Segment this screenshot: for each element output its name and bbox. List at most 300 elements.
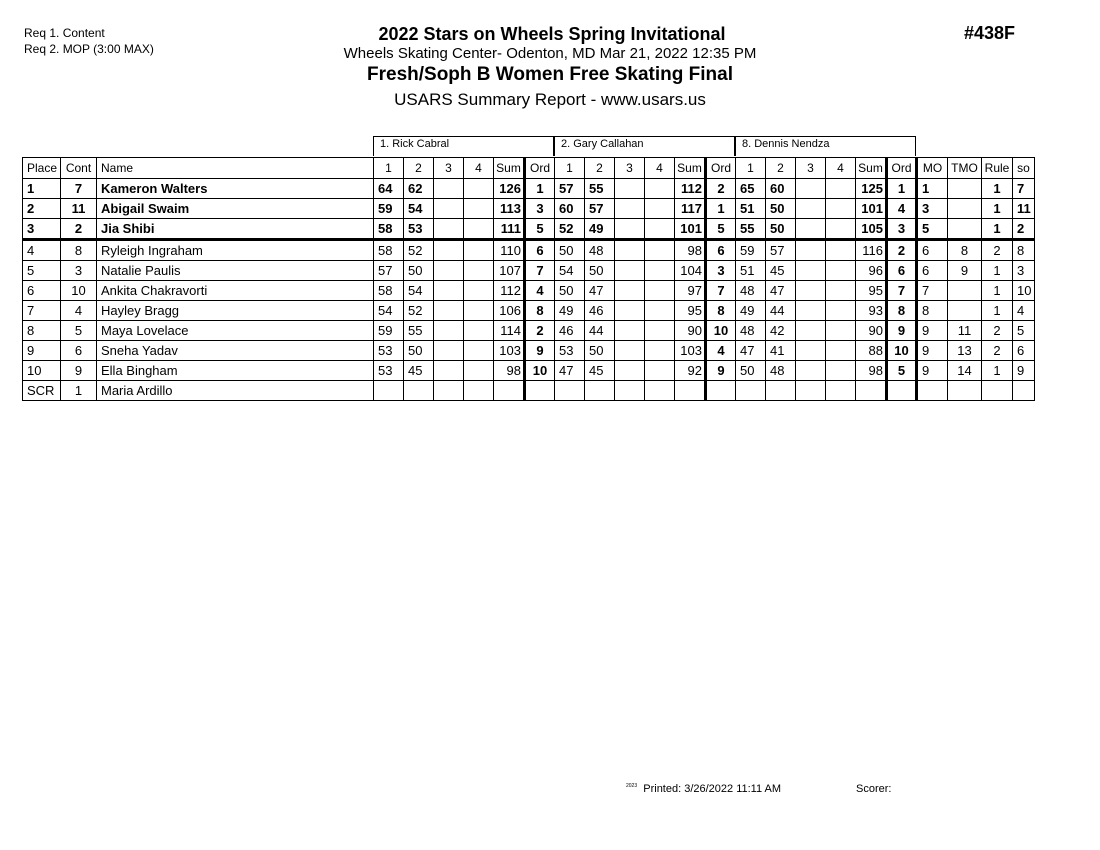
ordinal-cell: 8 xyxy=(525,301,555,321)
mo-cell: 7 xyxy=(917,281,948,301)
table-row xyxy=(23,281,1035,301)
ordinal-cell: 4 xyxy=(525,281,555,301)
score-cell xyxy=(615,301,645,321)
score-cell xyxy=(826,240,856,261)
header-sum: Sum xyxy=(675,158,706,179)
score-cell xyxy=(826,261,856,281)
print-info xyxy=(626,783,781,795)
score-cell xyxy=(826,219,856,240)
score-cell: 57 xyxy=(555,179,585,199)
skater-name-cell: Ella Bingham xyxy=(97,361,374,381)
score-cell xyxy=(826,321,856,341)
score-cell: 45 xyxy=(404,361,434,381)
skater-name-cell: Natalie Paulis xyxy=(97,261,374,281)
score-cell xyxy=(434,281,464,301)
score-cell xyxy=(796,219,826,240)
header-ord: Ord xyxy=(887,158,917,179)
score-cell: 45 xyxy=(766,261,796,281)
cont-cell: 4 xyxy=(61,301,97,321)
so-cell: 3 xyxy=(1013,261,1035,281)
ordinal-cell xyxy=(525,381,555,401)
skater-name-cell: Jia Shibi xyxy=(97,219,374,240)
cont-cell: 7 xyxy=(61,179,97,199)
sum-cell: 111 xyxy=(494,219,525,240)
sum-cell: 126 xyxy=(494,179,525,199)
score-cell: 47 xyxy=(585,281,615,301)
score-cell xyxy=(796,240,826,261)
score-cell: 46 xyxy=(555,321,585,341)
score-cell xyxy=(645,361,675,381)
so-cell: 5 xyxy=(1013,321,1035,341)
score-cell: 46 xyxy=(585,301,615,321)
sum-cell: 90 xyxy=(856,321,887,341)
skater-name-cell: Maria Ardillo xyxy=(97,381,374,401)
tmo-cell: 9 xyxy=(948,261,982,281)
sum-cell: 110 xyxy=(494,240,525,261)
ordinal-cell: 6 xyxy=(525,240,555,261)
score-cell xyxy=(434,219,464,240)
score-cell: 42 xyxy=(766,321,796,341)
cont-cell: 3 xyxy=(61,261,97,281)
venue-date: Wheels Skating Center- Odenton, MD Mar 21, 2022 12:35 PM xyxy=(343,45,757,62)
ordinal-cell: 4 xyxy=(706,341,736,361)
score-cell xyxy=(826,381,856,401)
score-cell: 58 xyxy=(374,281,404,301)
score-cell xyxy=(615,341,645,361)
skater-name-cell: Maya Lovelace xyxy=(97,321,374,341)
score-cell xyxy=(434,381,464,401)
score-cell xyxy=(464,341,494,361)
header-ord: Ord xyxy=(525,158,555,179)
header-score-3: 3 xyxy=(434,158,464,179)
judge-header-3: 8. Dennis Nendza xyxy=(735,136,916,156)
score-cell xyxy=(464,281,494,301)
score-cell: 53 xyxy=(404,219,434,240)
ordinal-cell: 5 xyxy=(525,219,555,240)
ordinal-cell: 6 xyxy=(706,240,736,261)
score-cell xyxy=(796,381,826,401)
score-cell: 60 xyxy=(766,179,796,199)
ordinal-cell: 8 xyxy=(887,301,917,321)
score-cell xyxy=(645,381,675,401)
score-cell xyxy=(796,321,826,341)
score-cell xyxy=(826,179,856,199)
score-cell xyxy=(796,261,826,281)
score-cell: 48 xyxy=(736,321,766,341)
printed-date: Printed: 3/26/2022 11:11 AM xyxy=(643,783,782,795)
header-rule: Rule xyxy=(982,158,1013,179)
place-cell: 4 xyxy=(23,240,61,261)
score-cell: 54 xyxy=(374,301,404,321)
score-cell: 50 xyxy=(555,240,585,261)
header-score-2: 2 xyxy=(766,158,796,179)
score-cell xyxy=(555,381,585,401)
cont-cell: 1 xyxy=(61,381,97,401)
ordinal-cell: 9 xyxy=(706,361,736,381)
score-cell: 55 xyxy=(585,179,615,199)
mo-cell: 9 xyxy=(917,341,948,361)
score-cell xyxy=(434,341,464,361)
score-cell xyxy=(464,261,494,281)
score-cell: 55 xyxy=(404,321,434,341)
tmo-cell xyxy=(948,381,982,401)
place-cell: 7 xyxy=(23,301,61,321)
rule-cell: 1 xyxy=(982,219,1013,240)
header-score-4: 4 xyxy=(826,158,856,179)
place-cell: 10 xyxy=(23,361,61,381)
results-table xyxy=(22,157,1035,401)
header-score-1: 1 xyxy=(736,158,766,179)
score-cell xyxy=(736,381,766,401)
score-cell xyxy=(645,179,675,199)
sum-cell: 104 xyxy=(675,261,706,281)
header-score-4: 4 xyxy=(645,158,675,179)
sum-cell: 125 xyxy=(856,179,887,199)
score-cell xyxy=(796,361,826,381)
score-cell: 64 xyxy=(374,179,404,199)
mo-cell: 8 xyxy=(917,301,948,321)
score-cell xyxy=(464,199,494,219)
sum-cell xyxy=(675,381,706,401)
score-cell: 59 xyxy=(736,240,766,261)
ordinal-cell: 4 xyxy=(887,199,917,219)
so-cell: 2 xyxy=(1013,219,1035,240)
score-cell xyxy=(645,199,675,219)
cont-cell: 8 xyxy=(61,240,97,261)
ordinal-cell: 10 xyxy=(525,361,555,381)
score-cell xyxy=(434,361,464,381)
score-cell xyxy=(615,261,645,281)
place-cell: 3 xyxy=(23,219,61,240)
sum-cell: 98 xyxy=(494,361,525,381)
sum-cell xyxy=(856,381,887,401)
score-cell xyxy=(585,381,615,401)
rule-cell: 2 xyxy=(982,240,1013,261)
table-row xyxy=(23,199,1035,219)
rule-cell: 1 xyxy=(982,281,1013,301)
table-row xyxy=(23,361,1035,381)
score-cell xyxy=(615,219,645,240)
score-cell xyxy=(826,199,856,219)
place-cell: 1 xyxy=(23,179,61,199)
score-cell xyxy=(826,341,856,361)
header-score-1: 1 xyxy=(374,158,404,179)
score-cell xyxy=(464,301,494,321)
score-cell xyxy=(615,321,645,341)
table-row xyxy=(23,219,1035,240)
ordinal-cell: 6 xyxy=(887,261,917,281)
skater-name-cell: Abigail Swaim xyxy=(97,199,374,219)
ordinal-cell: 10 xyxy=(706,321,736,341)
score-cell xyxy=(404,381,434,401)
judge-header-1: 1. Rick Cabral xyxy=(373,136,554,156)
score-cell: 48 xyxy=(585,240,615,261)
tmo-cell xyxy=(948,219,982,240)
score-cell: 50 xyxy=(585,341,615,361)
tmo-cell xyxy=(948,179,982,199)
sum-cell: 116 xyxy=(856,240,887,261)
mo-cell: 6 xyxy=(917,240,948,261)
score-cell: 52 xyxy=(555,219,585,240)
score-cell xyxy=(826,301,856,321)
score-cell: 50 xyxy=(766,219,796,240)
score-cell: 50 xyxy=(585,261,615,281)
score-cell: 54 xyxy=(555,261,585,281)
header-sum: Sum xyxy=(494,158,525,179)
sum-cell: 95 xyxy=(675,301,706,321)
score-cell xyxy=(434,240,464,261)
mo-cell: 5 xyxy=(917,219,948,240)
score-cell xyxy=(645,281,675,301)
sum-cell: 90 xyxy=(675,321,706,341)
sum-cell: 112 xyxy=(675,179,706,199)
sum-cell: 98 xyxy=(856,361,887,381)
sum-cell: 92 xyxy=(675,361,706,381)
sum-cell: 114 xyxy=(494,321,525,341)
score-cell xyxy=(645,240,675,261)
score-cell: 50 xyxy=(555,281,585,301)
score-cell: 41 xyxy=(766,341,796,361)
header-mo: MO xyxy=(917,158,948,179)
ordinal-cell: 1 xyxy=(706,199,736,219)
header-score-2: 2 xyxy=(585,158,615,179)
table-row xyxy=(23,321,1035,341)
mo-cell: 9 xyxy=(917,321,948,341)
header-so: so xyxy=(1013,158,1035,179)
rule-cell xyxy=(982,381,1013,401)
mo-cell: 9 xyxy=(917,361,948,381)
place-cell: 5 xyxy=(23,261,61,281)
score-cell: 49 xyxy=(555,301,585,321)
so-cell xyxy=(1013,381,1035,401)
ordinal-cell: 10 xyxy=(887,341,917,361)
score-cell xyxy=(766,381,796,401)
sum-cell: 107 xyxy=(494,261,525,281)
report-title: USARS Summary Report - www.usars.us xyxy=(394,90,706,109)
tmo-cell xyxy=(948,281,982,301)
score-cell xyxy=(645,219,675,240)
mo-cell: 3 xyxy=(917,199,948,219)
score-cell: 58 xyxy=(374,240,404,261)
place-cell: 2 xyxy=(23,199,61,219)
score-cell: 59 xyxy=(374,199,404,219)
table-row xyxy=(23,341,1035,361)
score-cell: 49 xyxy=(736,301,766,321)
score-cell: 59 xyxy=(374,321,404,341)
score-cell xyxy=(645,261,675,281)
rule-cell: 1 xyxy=(982,301,1013,321)
score-cell xyxy=(615,240,645,261)
cont-cell: 6 xyxy=(61,341,97,361)
score-cell: 53 xyxy=(374,341,404,361)
sum-cell: 97 xyxy=(675,281,706,301)
event-title: Fresh/Soph B Women Free Skating Final xyxy=(367,64,733,85)
score-cell xyxy=(796,281,826,301)
table-row xyxy=(23,179,1035,199)
score-cell xyxy=(615,179,645,199)
sum-cell: 101 xyxy=(856,199,887,219)
so-cell: 9 xyxy=(1013,361,1035,381)
score-cell: 44 xyxy=(766,301,796,321)
tmo-cell: 8 xyxy=(948,240,982,261)
score-cell xyxy=(464,321,494,341)
score-cell: 44 xyxy=(585,321,615,341)
score-cell: 54 xyxy=(404,281,434,301)
place-cell: 6 xyxy=(23,281,61,301)
cont-cell: 2 xyxy=(61,219,97,240)
score-cell: 51 xyxy=(736,261,766,281)
skater-name-cell: Ryleigh Ingraham xyxy=(97,240,374,261)
header-score-1: 1 xyxy=(555,158,585,179)
score-cell xyxy=(374,381,404,401)
rule-cell: 1 xyxy=(982,361,1013,381)
header-sum: Sum xyxy=(856,158,887,179)
so-cell: 8 xyxy=(1013,240,1035,261)
score-cell xyxy=(464,240,494,261)
so-cell: 4 xyxy=(1013,301,1035,321)
sum-cell: 113 xyxy=(494,199,525,219)
ordinal-cell: 2 xyxy=(706,179,736,199)
ordinal-cell: 9 xyxy=(887,321,917,341)
score-cell xyxy=(434,261,464,281)
score-cell xyxy=(464,361,494,381)
cont-cell: 5 xyxy=(61,321,97,341)
cont-cell: 10 xyxy=(61,281,97,301)
ordinal-cell: 7 xyxy=(706,281,736,301)
score-cell xyxy=(645,301,675,321)
tiny-code: 2023 xyxy=(626,783,638,789)
sum-cell: 103 xyxy=(494,341,525,361)
score-cell: 57 xyxy=(585,199,615,219)
header-score-2: 2 xyxy=(404,158,434,179)
scorer-label: Scorer: xyxy=(856,783,892,795)
skater-name-cell: Kameron Walters xyxy=(97,179,374,199)
place-cell: 8 xyxy=(23,321,61,341)
skater-name-cell: Hayley Bragg xyxy=(97,301,374,321)
score-cell: 53 xyxy=(555,341,585,361)
header-ord: Ord xyxy=(706,158,736,179)
score-cell: 57 xyxy=(766,240,796,261)
ordinal-cell: 2 xyxy=(887,240,917,261)
rule-cell: 2 xyxy=(982,341,1013,361)
score-cell: 53 xyxy=(374,361,404,381)
cont-cell: 9 xyxy=(61,361,97,381)
so-cell: 6 xyxy=(1013,341,1035,361)
score-cell: 52 xyxy=(404,301,434,321)
tmo-cell: 14 xyxy=(948,361,982,381)
rule-cell: 1 xyxy=(982,199,1013,219)
score-cell xyxy=(796,341,826,361)
place-cell: SCR xyxy=(23,381,61,401)
sum-cell: 105 xyxy=(856,219,887,240)
sum-cell: 96 xyxy=(856,261,887,281)
score-cell: 45 xyxy=(585,361,615,381)
score-cell: 48 xyxy=(766,361,796,381)
mo-cell xyxy=(917,381,948,401)
sum-cell: 101 xyxy=(675,219,706,240)
score-cell xyxy=(796,179,826,199)
score-cell: 49 xyxy=(585,219,615,240)
rule-cell: 1 xyxy=(982,261,1013,281)
ordinal-cell xyxy=(706,381,736,401)
rule-cell: 1 xyxy=(982,179,1013,199)
score-cell: 51 xyxy=(736,199,766,219)
score-cell xyxy=(615,381,645,401)
score-cell xyxy=(645,321,675,341)
score-cell xyxy=(796,301,826,321)
ordinal-cell: 9 xyxy=(525,341,555,361)
score-cell xyxy=(615,199,645,219)
sum-cell: 103 xyxy=(675,341,706,361)
header-cont: Cont xyxy=(61,158,97,179)
ordinal-cell: 5 xyxy=(706,219,736,240)
sum-cell: 98 xyxy=(675,240,706,261)
score-cell: 47 xyxy=(766,281,796,301)
mo-cell: 1 xyxy=(917,179,948,199)
score-cell: 50 xyxy=(766,199,796,219)
skater-name-cell: Sneha Yadav xyxy=(97,341,374,361)
score-cell: 60 xyxy=(555,199,585,219)
score-cell: 65 xyxy=(736,179,766,199)
requirement-2: Req 2. MOP (3:00 MAX) xyxy=(24,42,154,56)
tmo-cell: 11 xyxy=(948,321,982,341)
place-cell: 9 xyxy=(23,341,61,361)
score-cell xyxy=(434,301,464,321)
score-cell xyxy=(796,199,826,219)
table-row xyxy=(23,261,1035,281)
skater-name-cell: Ankita Chakravorti xyxy=(97,281,374,301)
table-row xyxy=(23,240,1035,261)
so-cell: 10 xyxy=(1013,281,1035,301)
ordinal-cell: 8 xyxy=(706,301,736,321)
score-cell xyxy=(464,179,494,199)
ordinal-cell xyxy=(887,381,917,401)
score-cell xyxy=(464,219,494,240)
score-cell xyxy=(826,281,856,301)
table-header-row xyxy=(23,158,1035,179)
sum-cell xyxy=(494,381,525,401)
score-cell xyxy=(826,361,856,381)
event-number: #438F xyxy=(964,23,1016,43)
score-cell: 50 xyxy=(736,361,766,381)
header-score-4: 4 xyxy=(464,158,494,179)
score-cell: 57 xyxy=(374,261,404,281)
sum-cell: 93 xyxy=(856,301,887,321)
score-cell xyxy=(464,381,494,401)
ordinal-cell: 2 xyxy=(525,321,555,341)
ordinal-cell: 7 xyxy=(887,281,917,301)
score-cell xyxy=(615,361,645,381)
tmo-cell: 13 xyxy=(948,341,982,361)
so-cell: 7 xyxy=(1013,179,1035,199)
score-cell: 52 xyxy=(404,240,434,261)
table-row xyxy=(23,301,1035,321)
ordinal-cell: 1 xyxy=(887,179,917,199)
table-row xyxy=(23,381,1035,401)
ordinal-cell: 3 xyxy=(706,261,736,281)
score-cell xyxy=(434,179,464,199)
judge-header-2: 2. Gary Callahan xyxy=(554,136,735,156)
ordinal-cell: 1 xyxy=(525,179,555,199)
rule-cell: 2 xyxy=(982,321,1013,341)
score-cell xyxy=(645,341,675,361)
score-cell: 58 xyxy=(374,219,404,240)
requirement-1: Req 1. Content xyxy=(24,26,105,40)
ordinal-cell: 3 xyxy=(887,219,917,240)
mo-cell: 6 xyxy=(917,261,948,281)
header-score-3: 3 xyxy=(796,158,826,179)
competition-title: 2022 Stars on Wheels Spring Invitational xyxy=(378,24,726,44)
